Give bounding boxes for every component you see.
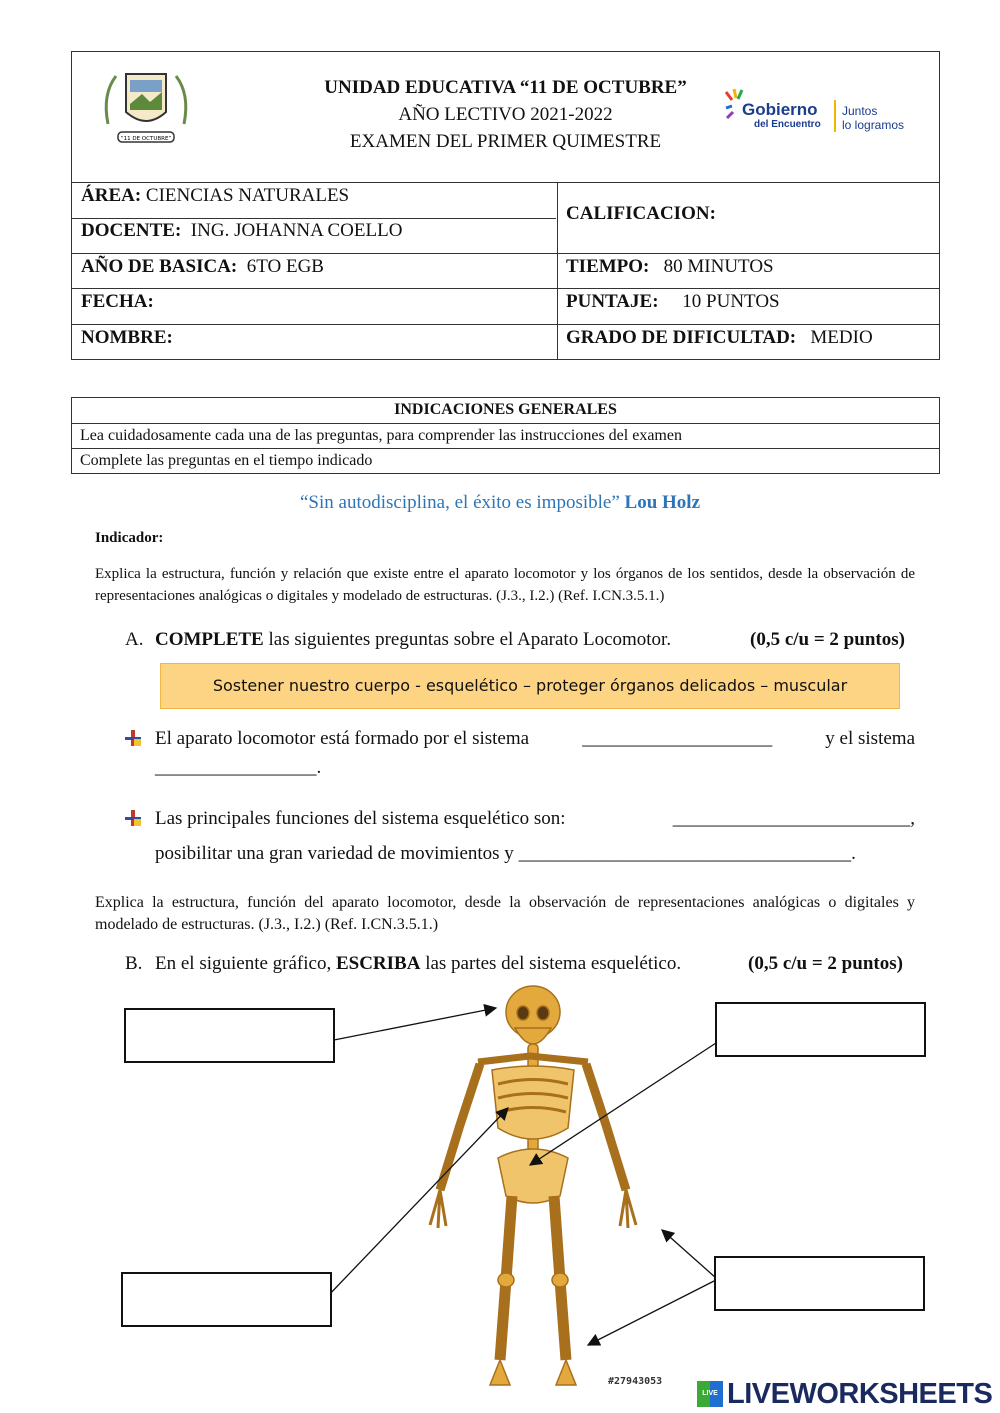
grid-line <box>72 253 939 254</box>
tiempo-value: 80 MINUTOS <box>663 256 774 277</box>
answer-box-limbs[interactable] <box>714 1256 925 1311</box>
quote-text: “Sin autodisciplina, el éxito es imposible” <box>299 492 620 513</box>
skeleton-icon <box>430 986 636 1385</box>
anio-label: AÑO DE BASICA: <box>81 256 238 277</box>
gov-slogan-2: lo logramos <box>842 118 905 132</box>
anio-value: 6TO EGB <box>246 256 324 277</box>
grid-line <box>72 324 939 325</box>
area-label: ÁREA: <box>81 185 142 206</box>
section-a-rest: las siguientes preguntas sobre el Aparato Locomotor. <box>268 629 672 650</box>
docente-cell <box>81 220 402 242</box>
general-instructions-table <box>71 397 940 474</box>
answer-box-skull[interactable] <box>124 1008 335 1063</box>
fecha-label: FECHA: <box>81 291 154 312</box>
pointer-arrow <box>326 1108 508 1298</box>
section-b-points: (0,5 c/u = 2 puntos) <box>748 953 903 974</box>
q2-part1: Las principales funciones del sistema esquelético son: <box>155 808 566 829</box>
puntaje-cell <box>566 291 780 313</box>
exam-title: EXAMEN DEL PRIMER QUIMESTRE <box>349 131 662 152</box>
school-name: UNIDAD EDUCATIVA “11 DE OCTUBRE” <box>324 77 687 98</box>
gov-divider <box>834 100 836 132</box>
header-table <box>71 51 940 360</box>
section-b-text2: las partes del sistema esquelético. <box>425 953 682 974</box>
docente-value: ING. JOHANNA COELLO <box>190 220 403 241</box>
answer-box-ribcage[interactable] <box>121 1272 332 1327</box>
q1-blank2[interactable]: _________________. <box>155 757 322 778</box>
pointer-arrow <box>334 1008 496 1040</box>
answer-box-pelvis[interactable] <box>715 1002 926 1057</box>
q2-part2: posibilitar una gran variedad de movimientos y <box>155 843 514 864</box>
grado-cell <box>566 327 873 349</box>
word-bank: Sostener nuestro cuerpo - esquelético – proteger órganos delicados – muscular <box>160 663 900 709</box>
section-b-letter: B. <box>125 953 143 974</box>
gov-brand: Gobierno <box>742 100 818 119</box>
pointer-arrow <box>662 1230 716 1278</box>
q2-blank1[interactable]: _________________________, <box>672 808 915 829</box>
section-b-intro: Explica la estructura, función del aparato locomotor, desde la observación de representaciones analógicas o digitales y modelado de estructuras. (J.3., I.2.) (Ref. I.CN.3.5.1.) <box>95 894 915 933</box>
instruction-item: Complete las preguntas en el tiempo indicado <box>72 448 939 473</box>
grid-line <box>72 182 939 183</box>
question-1 <box>155 727 915 780</box>
q1-blank1[interactable]: ____________________ <box>582 728 773 749</box>
section-b-verb: ESCRIBA <box>335 953 421 974</box>
nombre-cell <box>81 327 173 349</box>
section-a-verb: COMPLETE <box>155 629 264 650</box>
gov-slogan-1: Juntos <box>842 104 878 118</box>
q1-part2: y el sistema <box>825 728 915 749</box>
question-2 <box>155 807 915 866</box>
bullet-plus-icon <box>125 810 141 826</box>
gov-sub: del Encuentro <box>754 119 821 130</box>
school-year: AÑO LECTIVO 2021-2022 <box>398 104 613 125</box>
grado-label: GRADO DE DIFICULTAD: <box>566 327 797 348</box>
grado-value: MEDIO <box>810 327 873 348</box>
section-a-letter: A. <box>125 629 144 650</box>
section-b-heading <box>155 952 681 976</box>
puntaje-value: 10 PUNTOS <box>682 291 780 312</box>
section-a-points: (0,5 c/u = 2 puntos) <box>750 629 905 650</box>
government-logo <box>724 86 924 136</box>
docente-label: DOCENTE: <box>81 220 182 241</box>
bullet-plus-icon <box>125 730 141 746</box>
quote-author: Lou Holz <box>624 492 700 513</box>
calificacion-cell <box>566 203 716 225</box>
nombre-label: NOMBRE: <box>81 327 173 348</box>
area-value: CIENCIAS NATURALES <box>145 185 350 206</box>
tiempo-label: TIEMPO: <box>566 256 650 277</box>
liveworksheets-watermark <box>697 1378 997 1410</box>
grid-line <box>557 182 558 360</box>
q2-blank2[interactable]: ___________________________________. <box>518 843 856 864</box>
watermark-text: LIVEWORKSHEETS <box>727 1378 993 1410</box>
instruction-item: Lea cuidadosamente cada una de las preguntas, para comprender las instrucciones del examen <box>72 423 939 448</box>
area-cell <box>81 185 349 207</box>
fecha-cell <box>81 291 154 313</box>
section-a-heading <box>155 628 671 652</box>
indicador-label: Indicador: <box>95 530 164 546</box>
grid-line <box>72 288 939 289</box>
puntaje-label: PUNTAJE: <box>566 291 659 312</box>
pointer-arrow <box>588 1280 716 1345</box>
grid-line <box>72 218 556 219</box>
quote <box>0 491 1000 515</box>
image-code: #27943053 <box>608 1376 663 1387</box>
seal-label: “11 DE OCTUBRE” <box>120 136 172 142</box>
calificacion-label: CALIFICACION: <box>566 203 716 224</box>
tiempo-cell <box>566 256 774 278</box>
indicador-text: Explica la estructura, función y relación que existe entre el aparato locomotor y los órganos de los sentidos, desde la observación de representaciones analógicas o digitales y modelado de estructuras. (J.3., I.2.) (Ref. I.CN.3.5.1.) <box>95 566 915 604</box>
instructions-title: INDICACIONES GENERALES <box>394 401 617 418</box>
anio-cell <box>81 256 324 278</box>
q1-part1: El aparato locomotor está formado por el sistema <box>155 728 530 749</box>
section-b-text1: En el siguiente gráfico, <box>155 953 332 974</box>
watermark-badge: LIVE <box>697 1381 723 1407</box>
